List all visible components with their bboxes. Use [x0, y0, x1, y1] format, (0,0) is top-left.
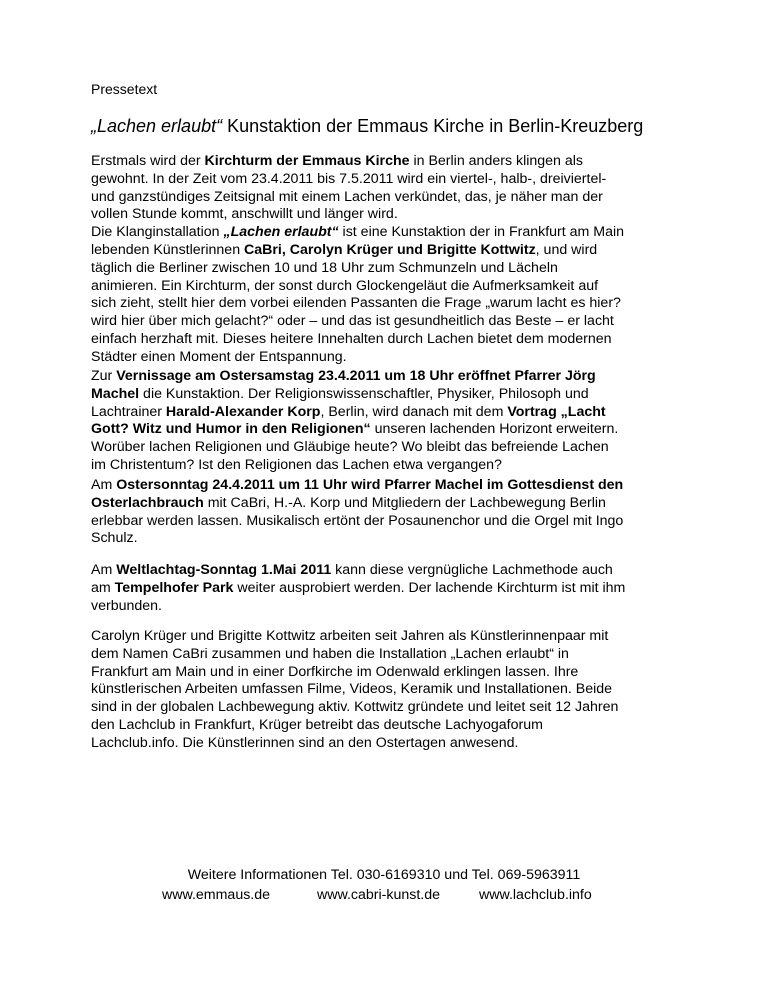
- text-run: , Berlin, wird danach mit dem: [320, 403, 508, 420]
- text-run: die Kunstaktion. Der Religionswissenschaftler, Physiker, Philosoph und Lachtrainer: [91, 385, 589, 420]
- paragraph-1: [91, 153, 691, 367]
- link-emmaus[interactable]: www.emmaus.de: [162, 887, 271, 903]
- text-run: Am: [91, 562, 117, 578]
- text-run: ist eine Kunstaktion der in Frankfurt am Main lebenden Künstlerinnen: [91, 224, 625, 258]
- text-run: Tempelhofer Park: [114, 579, 234, 596]
- document-label: Pressetext: [91, 81, 158, 97]
- paragraph-5: [91, 628, 691, 753]
- link-lachclub[interactable]: www.lachclub.info: [479, 887, 592, 903]
- paragraph-2: [91, 368, 691, 475]
- text-run: Erstmals wird der: [91, 153, 205, 169]
- text-run: weiter ausprobiert werden. Der lachende Kirchturm ist mit ihm verbunden.: [91, 579, 626, 614]
- text-run: Vortrag „Lacht Gott? Witz und Humor in den Religionen“: [91, 403, 606, 438]
- link-cabri-kunst[interactable]: www.cabri-kunst.de: [317, 887, 441, 903]
- paragraph-4: [91, 562, 691, 615]
- text-run: Harald-Alexander Korp: [165, 403, 321, 420]
- text-run: Zur: [91, 368, 117, 384]
- text-run: Am: [91, 477, 117, 493]
- text-run: Kirchturm der Emmaus Kirche: [204, 153, 410, 169]
- footer-contact: Weitere Informationen Tel. 030-6169310 und Tel. 069-5963911: [187, 867, 581, 883]
- title-rest: Kunstaktion der Emmaus Kirche in Berlin-Kreuzberg: [222, 116, 644, 136]
- paragraph-3: [91, 477, 691, 548]
- text-run: mit CaBri, H.-A. Korp und Mitgliedern der Lachbewegung Berlin erlebbar werden lassen. Musikalisch ertönt der Posaunenchor und die Orgel mit Ingo Schulz.: [91, 494, 624, 547]
- text-run: Carolyn Krüger und Brigitte Kottwitz arbeiten seit Jahren als Künstlerinnenpaar mit dem Namen CaBri zusammen und haben die Installation „Lachen erlaubt“ in Frankfurt am Main und in einer Dorfkirche im Odenwald erklingen lassen. Ihre künstlerischen Arbeiten umfassen Filme, Videos, Keramik und Installationen. Beide sind in der globalen Lachbewegung aktiv. Kottwitz gründete und leitet seit 12 Jahren den Lachclub in Frankfurt, Krüger betreibt das deutsche Lachyogaforum Lachclub.info. Die Künstlerinnen sind an den Ostertagen anwesend.: [91, 628, 619, 751]
- text-run: kann diese vergnügliche Lachmethode auch am: [91, 562, 613, 596]
- text-run: Vernissage am Ostersamstag 23.4.2011 um 18 Uhr eröffnet Pfarrer Jörg Machel: [91, 368, 596, 402]
- title-italic-part: „Lachen erlaubt“: [91, 116, 223, 136]
- text-run: Ostersonntag 24.4.2011 um 11 Uhr wird Pfarrer Machel im Gottesdienst den Osterlachbrauch: [91, 477, 624, 511]
- text-run: unseren lachenden Horizont erweitern. Worüber lachen Religionen und Gläubige heute? Wo bleibt das befreiende Lachen im Christentum? Ist den Religionen das Lachen etwa vergangen?: [91, 421, 619, 473]
- text-run: , und wird täglich die Berliner zwischen 10 und 18 Uhr zum Schmunzeln und Lächeln animieren. Ein Kirchturm, der sonst durch Glockengeläut die Aufmerksamkeit auf sich zieht, stellt hier dem vorbei eilenden Passanten die Frage „warum lacht es hier? wird hier über mich gelacht?“ oder – und das ist gesundheitlich das Beste – er lacht einfach herzhaft mit. Dieses heitere Innehalten durch Lachen bietet dem modernen Städter einen Moment der Entspannung.: [91, 241, 621, 365]
- text-run: in Berlin anders klingen als gewohnt. In der Zeit vom 23.4.2011 bis 7.5.2011 wird ein viertel-, halb-, dreiviertel- und ganzstündiges Zeitsignal mit einem Lachen verkündet, das, je näher man der vollen Stunde kommt, anschwillt und länger wird. Die Klanginstallation: [91, 153, 607, 241]
- text-run: CaBri, Carolyn Krüger und Brigitte Kottwitz: [244, 241, 536, 258]
- text-run: „Lachen erlaubt“: [223, 224, 339, 241]
- document-title: [91, 116, 643, 137]
- text-run: Weltlachtag-Sonntag 1.Mai 2011: [116, 562, 332, 578]
